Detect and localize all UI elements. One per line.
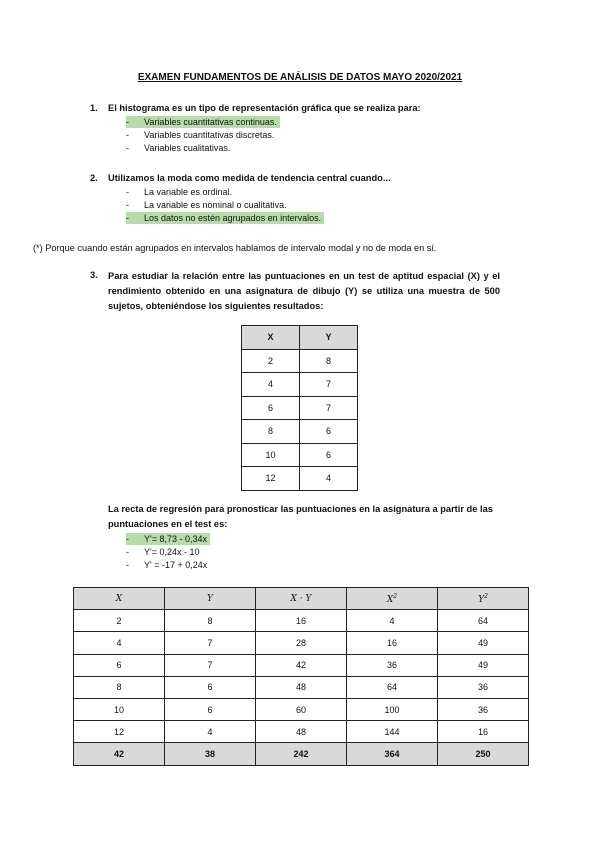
cell: 4	[165, 721, 256, 743]
table-row	[74, 676, 529, 698]
column-header: X · Y	[256, 588, 347, 610]
option-correct: - Los datos no estén agrupados en intervalos.	[126, 212, 324, 224]
option: - La variable es ordinal.	[126, 187, 233, 197]
cell: 8	[74, 676, 165, 698]
cell: 49	[438, 632, 529, 654]
table-row	[242, 420, 358, 444]
regression-prompt: La recta de regresión para pronosticar las puntuaciones en la asignatura a partir de las puntuaciones en el test es:	[108, 504, 493, 529]
cell: 36	[347, 654, 438, 676]
total-cell: 38	[165, 743, 256, 765]
cell: 6	[74, 654, 165, 676]
cell: 28	[256, 632, 347, 654]
column-header: Y	[165, 588, 256, 610]
cell: 42	[256, 654, 347, 676]
cell: 8	[242, 420, 300, 444]
question-text: Utilizamos la moda como medida de tendencia central cuando...	[108, 173, 391, 183]
cell: 10	[74, 698, 165, 720]
table-row	[74, 698, 529, 720]
xy-data-table	[241, 325, 358, 491]
cell: 10	[242, 443, 300, 467]
cell: 48	[256, 721, 347, 743]
cell: 6	[165, 698, 256, 720]
cell: 7	[165, 632, 256, 654]
cell: 6	[300, 420, 358, 444]
total-cell: 242	[256, 743, 347, 765]
cell: 6	[165, 676, 256, 698]
cell: 7	[300, 396, 358, 420]
cell: 100	[347, 698, 438, 720]
cell: 8	[165, 610, 256, 632]
cell: 144	[347, 721, 438, 743]
cell: 16	[347, 632, 438, 654]
question-2	[90, 172, 510, 186]
option-correct: - Y'= 8,73 - 0,34x	[126, 533, 210, 545]
cell: 2	[242, 349, 300, 373]
cell: 60	[256, 698, 347, 720]
cell: 64	[347, 676, 438, 698]
cell: 64	[438, 610, 529, 632]
column-header: $Y^2$	[438, 588, 529, 610]
cell: 4	[74, 632, 165, 654]
table-row	[242, 443, 358, 467]
table-row	[74, 610, 529, 632]
table-row	[242, 349, 358, 373]
table-header-row	[74, 588, 529, 610]
total-cell: 42	[74, 743, 165, 765]
total-cell: 250	[438, 743, 529, 765]
table-row	[74, 721, 529, 743]
option: - Y' = -17 + 0,24x	[126, 560, 208, 570]
question-number: 1.	[90, 103, 98, 113]
option: - Variables cuantitativas discretas.	[126, 130, 275, 140]
question-3-text: Para estudiar la relación entre las puntuaciones en un test de aptitud espacial (X) y el rendimiento obtenido en una asignatura de dibujo (Y) se utiliza una muestra de 500 sujetos, obteniéndose los siguientes resultados:	[108, 271, 500, 311]
cell: 4	[347, 610, 438, 632]
cell: 16	[256, 610, 347, 632]
cell: 4	[300, 467, 358, 491]
cell: 48	[256, 676, 347, 698]
cell: 8	[300, 349, 358, 373]
question-text: El histograma es un tipo de representación gráfica que se realiza para:	[108, 103, 421, 113]
column-header: X	[74, 588, 165, 610]
cell: 16	[438, 721, 529, 743]
cell: 36	[438, 676, 529, 698]
cell: 7	[165, 654, 256, 676]
cell: 7	[300, 373, 358, 397]
question-number: 3.	[90, 270, 98, 280]
cell: 4	[242, 373, 300, 397]
option: - Variables cualitativas.	[126, 143, 231, 153]
cell: 2	[74, 610, 165, 632]
total-cell: 364	[347, 743, 438, 765]
option: - Y'= 0,24x - 10	[126, 547, 200, 557]
column-header: $X^2$	[347, 588, 438, 610]
table-header-row	[242, 326, 358, 350]
totals-row	[74, 743, 529, 765]
cell: 6	[300, 443, 358, 467]
cell: 49	[438, 654, 529, 676]
question-1	[90, 102, 510, 116]
regression-calc-table	[73, 587, 529, 766]
cell: 36	[438, 698, 529, 720]
option-correct: - Variables cuantitativas continuas.	[126, 116, 280, 128]
column-header: Y	[300, 326, 358, 350]
table-row	[74, 654, 529, 676]
table-row	[242, 396, 358, 420]
cell: 12	[242, 467, 300, 491]
cell: 12	[74, 721, 165, 743]
footnote: (*) Porque cuando están agrupados en intervalos hablamos de intervalo modal y no de moda en sí.	[33, 243, 437, 253]
option: - La variable es nominal o cualitativa.	[126, 200, 287, 210]
table-row	[242, 467, 358, 491]
page-title: EXAMEN FUNDAMENTOS DE ANÁLISIS DE DATOS MAYO 2020/2021	[137, 72, 463, 83]
column-header: X	[242, 326, 300, 350]
question-number: 2.	[90, 173, 98, 183]
table-row	[242, 373, 358, 397]
cell: 6	[242, 396, 300, 420]
table-row	[74, 632, 529, 654]
